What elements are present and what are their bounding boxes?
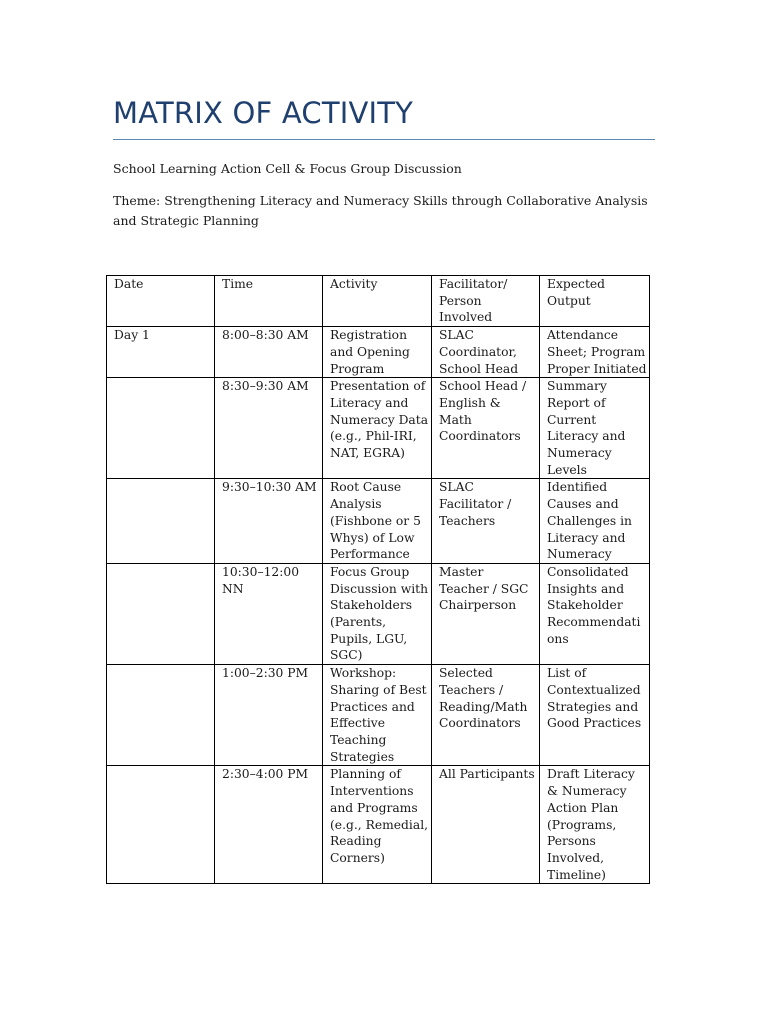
cell-activity: Focus Group Discussion with Stakeholders (Parents, Pupils, LGU, SGC): [323, 563, 432, 664]
cell-date: Day 1: [107, 327, 215, 378]
cell-time: 9:30–10:30 AM: [215, 479, 323, 564]
table-row: [107, 665, 650, 766]
cell-expected-output: Consolidated Insights and Stakeholder Recommendations: [540, 563, 650, 664]
cell-expected-output: Attendance Sheet; Program Proper Initiated: [540, 327, 650, 378]
table-row: [107, 766, 650, 884]
table-row: [107, 327, 650, 378]
cell-activity: Registration and Opening Program: [323, 327, 432, 378]
cell-time: 1:00–2:30 PM: [215, 665, 323, 766]
cell-date: [107, 378, 215, 479]
cell-date: [107, 479, 215, 564]
cell-expected-output: List of Contextualized Strategies and Good Practices: [540, 665, 650, 766]
table-row: [107, 378, 650, 479]
cell-time: 8:30–9:30 AM: [215, 378, 323, 479]
cell-facilitator: Master Teacher / SGC Chairperson: [432, 563, 540, 664]
cell-expected-output: Draft Literacy & Numeracy Action Plan (Programs, Persons Involved, Timeline): [540, 766, 650, 884]
document-title: MATRIX OF ACTIVITY: [113, 96, 414, 130]
header-activity: Activity: [323, 276, 432, 327]
header-facilitator: Facilitator/ Person Involved: [432, 276, 540, 327]
header-expected-output: Expected Output: [540, 276, 650, 327]
cell-facilitator: SLAC Facilitator / Teachers: [432, 479, 540, 564]
cell-date: [107, 665, 215, 766]
cell-activity: Root Cause Analysis (Fishbone or 5 Whys) of Low Performance: [323, 479, 432, 564]
title-underline: [113, 139, 655, 140]
cell-expected-output: Identified Causes and Challenges in Literacy and Numeracy: [540, 479, 650, 564]
document-subtitle: School Learning Action Cell & Focus Group Discussion: [113, 161, 462, 176]
table-row: [107, 479, 650, 564]
cell-facilitator: All Participants: [432, 766, 540, 884]
document-theme: Theme: Strengthening Literacy and Numeracy Skills through Collaborative Analysis and Strategic Planning: [113, 193, 648, 228]
cell-facilitator: SLAC Coordinator, School Head: [432, 327, 540, 378]
activity-matrix-table: [106, 275, 650, 884]
cell-time: 10:30–12:00 NN: [215, 563, 323, 664]
cell-activity: Presentation of Literacy and Numeracy Data (e.g., Phil-IRI, NAT, EGRA): [323, 378, 432, 479]
cell-facilitator: School Head / English & Math Coordinators: [432, 378, 540, 479]
cell-activity: Workshop: Sharing of Best Practices and Effective Teaching Strategies: [323, 665, 432, 766]
table-header-row: [107, 276, 650, 327]
header-date: Date: [107, 276, 215, 327]
cell-activity: Planning of Interventions and Programs (e.g., Remedial, Reading Corners): [323, 766, 432, 884]
cell-expected-output: Summary Report of Current Literacy and Numeracy Levels: [540, 378, 650, 479]
cell-time: 8:00–8:30 AM: [215, 327, 323, 378]
header-time: Time: [215, 276, 323, 327]
table-row: [107, 563, 650, 664]
cell-date: [107, 766, 215, 884]
cell-time: 2:30–4:00 PM: [215, 766, 323, 884]
cell-facilitator: Selected Teachers / Reading/Math Coordinators: [432, 665, 540, 766]
cell-date: [107, 563, 215, 664]
